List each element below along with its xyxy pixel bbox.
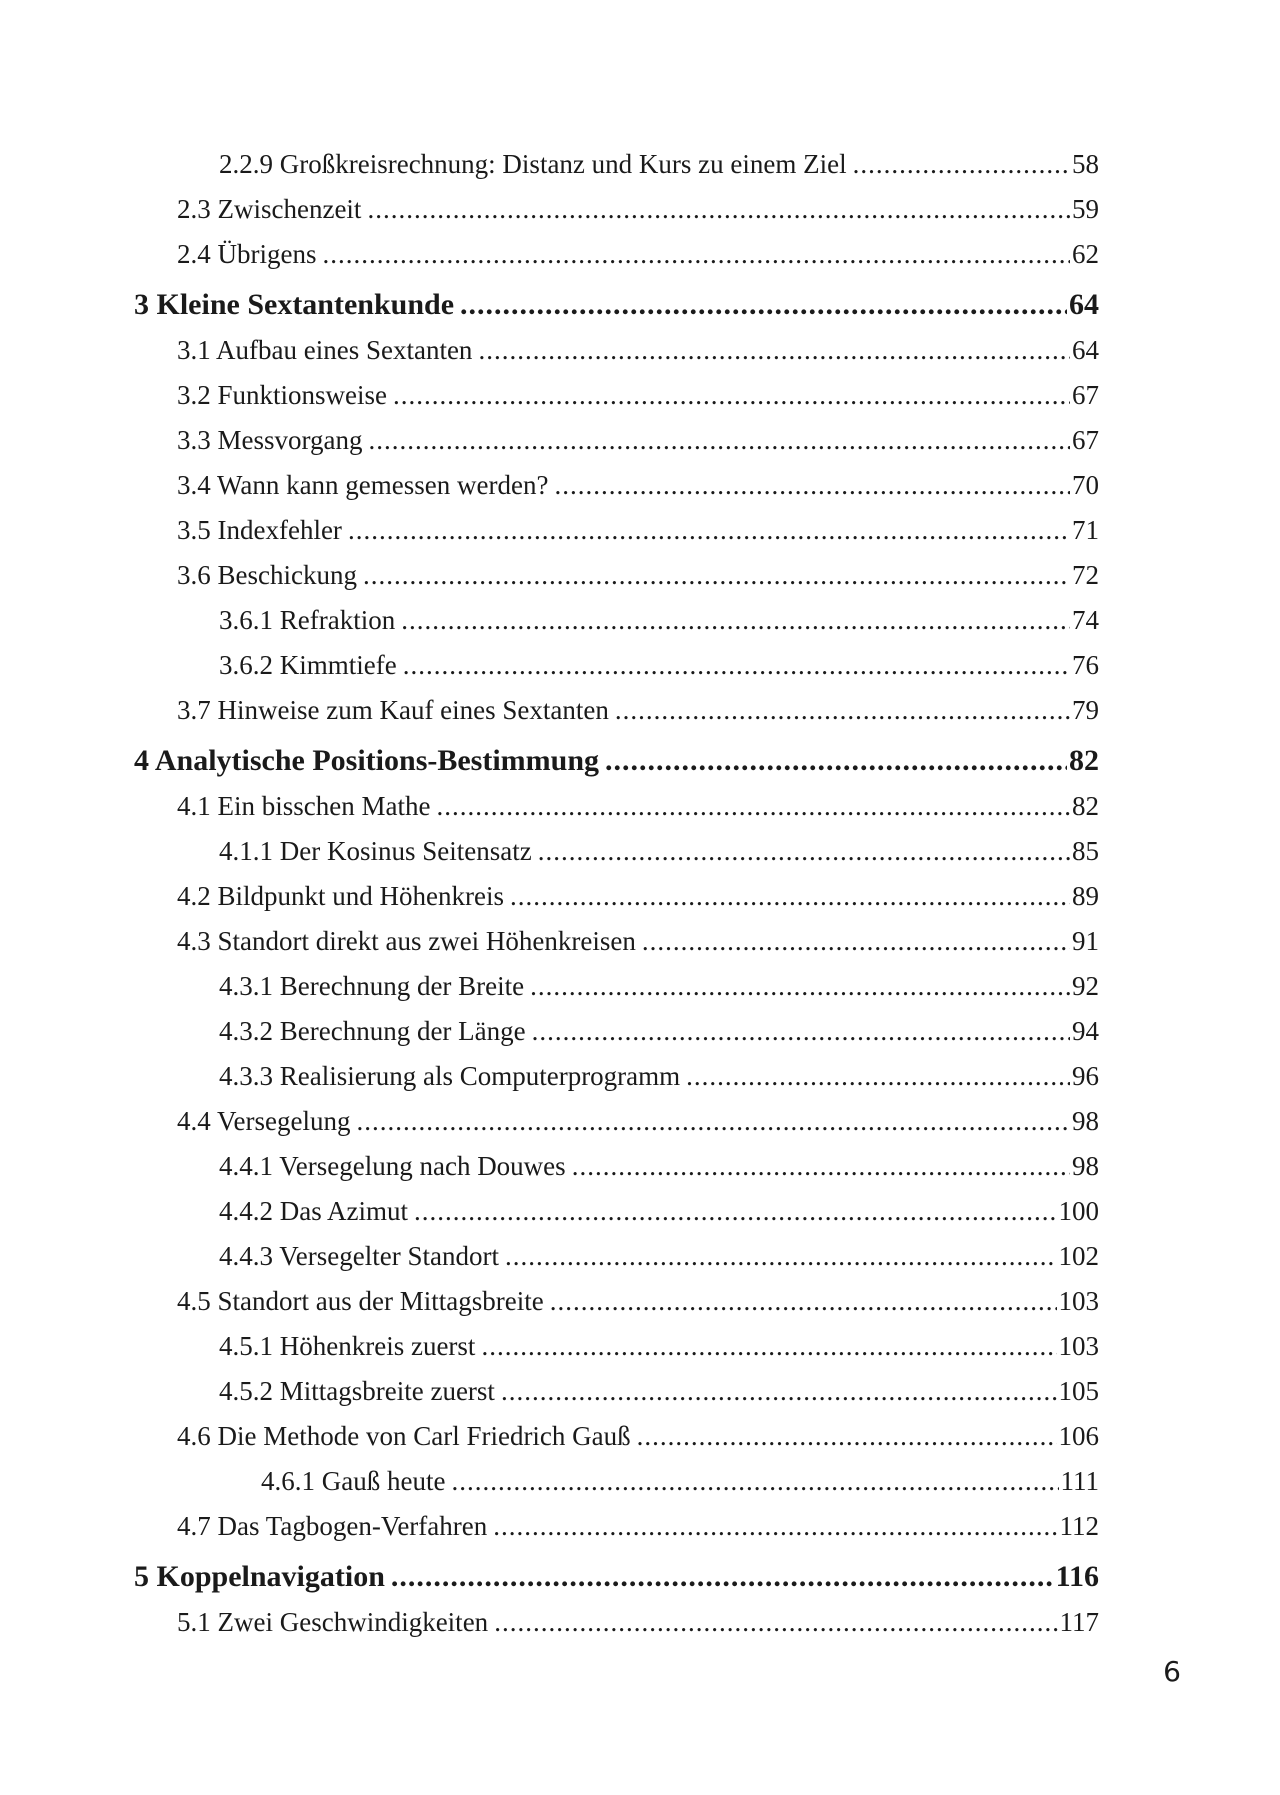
toc-entry-label: 3.2 Funktionsweise <box>177 380 388 410</box>
toc-entry-label: 4.6 Die Methode von Carl Friedrich Gauß <box>177 1421 631 1451</box>
toc-entry-label: 4.4.1 Versegelung nach Douwes <box>219 1151 566 1181</box>
toc-entry[interactable] <box>0 829 1280 874</box>
toc-entry[interactable] <box>0 1009 1280 1054</box>
toc-dot-leader <box>853 142 1070 187</box>
toc-entry[interactable] <box>0 919 1280 964</box>
toc-entry-label: 4.6.1 Gauß heute <box>261 1466 446 1496</box>
toc-dot-leader <box>322 232 1070 277</box>
toc-dot-leader <box>510 874 1070 919</box>
toc-dot-leader <box>436 784 1070 829</box>
toc-dot-leader <box>478 328 1070 373</box>
toc-chapter-entry[interactable] <box>0 737 1280 784</box>
toc-entry[interactable] <box>0 643 1280 688</box>
toc-entry-label: 3.4 Wann kann gemessen werden? <box>177 470 549 500</box>
toc-entry[interactable] <box>0 1459 1280 1504</box>
toc-entry-page: 76 <box>1072 650 1099 680</box>
toc-entry-label: 3.6 Beschickung <box>177 560 357 590</box>
toc-dot-leader <box>363 553 1070 598</box>
toc-entry[interactable] <box>0 328 1280 373</box>
toc-entry-label: 4.1 Ein bisschen Mathe <box>177 791 431 821</box>
toc-entry[interactable] <box>0 598 1280 643</box>
toc-entry[interactable] <box>0 187 1280 232</box>
toc-entry-label: 4.4.3 Versegelter Standort <box>219 1241 499 1271</box>
toc-entry-label: 3 Kleine Sextantenkunde <box>134 288 455 321</box>
toc-dot-leader <box>554 463 1070 508</box>
toc-entry-page: 92 <box>1072 971 1099 1001</box>
toc-entry-page: 67 <box>1072 380 1099 410</box>
toc-entry-label: 4.7 Das Tagbogen-Verfahren <box>177 1511 488 1541</box>
toc-entry[interactable] <box>0 1099 1280 1144</box>
toc-entry-label: 4.5 Standort aus der Mittagsbreite <box>177 1286 544 1316</box>
toc-entry-label: 3.3 Messvorgang <box>177 425 363 455</box>
toc-entry[interactable] <box>0 1324 1280 1369</box>
toc-chapter-entry[interactable] <box>0 281 1280 328</box>
toc-dot-leader <box>493 1504 1057 1549</box>
toc-entry-page: 59 <box>1072 194 1099 224</box>
toc-entry-label: 4.4.2 Das Azimut <box>219 1196 408 1226</box>
toc-entry-page: 98 <box>1072 1106 1099 1136</box>
toc-entry-label: 4.3.1 Berechnung der Breite <box>219 971 525 1001</box>
toc-entry-label: 4.3.2 Berechnung der Länge <box>219 1016 526 1046</box>
toc-entry-page: 103 <box>1058 1331 1099 1361</box>
toc-entry-page: 103 <box>1058 1286 1099 1316</box>
toc-entry[interactable] <box>0 373 1280 418</box>
toc-entry-label: 2.3 Zwischenzeit <box>177 194 362 224</box>
toc-dot-leader <box>348 508 1070 553</box>
toc-entry-label: 4.5.1 Höhenkreis zuerst <box>219 1331 476 1361</box>
toc-entry-page: 100 <box>1058 1196 1099 1226</box>
toc-entry-page: 106 <box>1058 1421 1099 1451</box>
toc-entry-label: 3.6.1 Refraktion <box>219 605 396 635</box>
toc-entry[interactable] <box>0 1234 1280 1279</box>
toc-entry-page: 62 <box>1072 239 1099 269</box>
toc-entry-label: 3.5 Indexfehler <box>177 515 342 545</box>
toc-dot-leader <box>572 1144 1070 1189</box>
toc-entry-label: 3.1 Aufbau eines Sextanten <box>177 335 473 365</box>
toc-entry-page: 74 <box>1072 605 1099 635</box>
toc-entry[interactable] <box>0 232 1280 277</box>
toc-entry-label: 4.3.3 Realisierung als Computerprogramm <box>219 1061 681 1091</box>
toc-entry-page: 72 <box>1072 560 1099 590</box>
toc-entry-label: 4.4 Versegelung <box>177 1106 351 1136</box>
toc-dot-leader <box>550 1279 1057 1324</box>
toc-entry-page: 98 <box>1072 1151 1099 1181</box>
toc-entry-label: 4.5.2 Mittagsbreite zuerst <box>219 1376 495 1406</box>
toc-entry[interactable] <box>0 1369 1280 1414</box>
toc-entry[interactable] <box>0 964 1280 1009</box>
toc-entry-page: 64 <box>1069 288 1099 321</box>
toc-entry-page: 91 <box>1072 926 1099 956</box>
toc-entry-page: 117 <box>1059 1607 1099 1637</box>
toc-entry-page: 82 <box>1072 791 1099 821</box>
toc-entry-page: 85 <box>1072 836 1099 866</box>
toc-dot-leader <box>414 1189 1057 1234</box>
toc-entry-page: 79 <box>1072 695 1099 725</box>
toc-entry-page: 96 <box>1072 1061 1099 1091</box>
toc-entry-label: 4.1.1 Der Kosinus Seitensatz <box>219 836 532 866</box>
toc-entry[interactable] <box>0 874 1280 919</box>
toc-entry[interactable] <box>0 688 1280 733</box>
toc-entry-page: 70 <box>1072 470 1099 500</box>
toc-entry-label: 2.2.9 Großkreisrechnung: Distanz und Kurs zu einem Ziel <box>219 149 847 179</box>
toc-entry-label: 5 Koppelnavigation <box>134 1560 385 1593</box>
toc-entry[interactable] <box>0 508 1280 553</box>
toc-entry[interactable] <box>0 1414 1280 1459</box>
toc-dot-leader <box>532 1009 1070 1054</box>
toc-entry[interactable] <box>0 784 1280 829</box>
toc-dot-leader <box>391 1553 1054 1600</box>
toc-entry-page: 94 <box>1072 1016 1099 1046</box>
page-number: 6 <box>1163 1655 1181 1688</box>
toc-dot-leader <box>605 737 1067 784</box>
toc-entry[interactable] <box>0 142 1280 187</box>
toc-entry[interactable] <box>0 463 1280 508</box>
toc-dot-leader <box>686 1054 1070 1099</box>
toc-entry[interactable] <box>0 1504 1280 1549</box>
toc-entry-label: 4 Analytische Positions-Bestimmung <box>134 744 600 777</box>
toc-dot-leader <box>494 1600 1057 1645</box>
toc-dot-leader <box>481 1324 1056 1369</box>
toc-entry-label: 5.1 Zwei Geschwindigkeiten <box>177 1607 489 1637</box>
toc-dot-leader <box>505 1234 1057 1279</box>
toc-entry-page: 64 <box>1072 335 1099 365</box>
table-of-contents <box>0 142 1280 1645</box>
toc-entry-page: 105 <box>1058 1376 1099 1406</box>
toc-entry-page: 82 <box>1069 744 1099 777</box>
toc-entry-page: 112 <box>1059 1511 1099 1541</box>
toc-entry-page: 71 <box>1072 515 1099 545</box>
toc-dot-leader <box>369 418 1071 463</box>
toc-entry[interactable] <box>0 1600 1280 1645</box>
toc-dot-leader <box>538 829 1070 874</box>
toc-dot-leader <box>451 1459 1058 1504</box>
toc-entry[interactable] <box>0 1189 1280 1234</box>
toc-entry[interactable] <box>0 418 1280 463</box>
toc-entry-label: 4.3 Standort direkt aus zwei Höhenkreisen <box>177 926 636 956</box>
toc-entry-page: 111 <box>1060 1466 1099 1496</box>
toc-entry-page: 116 <box>1055 1560 1099 1593</box>
toc-entry-page: 89 <box>1072 881 1099 911</box>
toc-entry-label: 3.7 Hinweise zum Kauf eines Sextanten <box>177 695 609 725</box>
toc-dot-leader <box>393 373 1070 418</box>
toc-dot-leader <box>401 598 1070 643</box>
toc-dot-leader <box>460 281 1067 328</box>
toc-entry-page: 58 <box>1072 149 1099 179</box>
toc-entry[interactable] <box>0 1054 1280 1099</box>
toc-dot-leader <box>642 919 1070 964</box>
toc-entry-label: 4.2 Bildpunkt und Höhenkreis <box>177 881 504 911</box>
toc-dot-leader <box>367 187 1070 232</box>
toc-dot-leader <box>403 643 1070 688</box>
toc-dot-leader <box>501 1369 1057 1414</box>
toc-entry[interactable] <box>0 1144 1280 1189</box>
toc-chapter-entry[interactable] <box>0 1553 1280 1600</box>
toc-dot-leader <box>615 688 1070 733</box>
toc-entry[interactable] <box>0 1279 1280 1324</box>
toc-dot-leader <box>530 964 1070 1009</box>
toc-entry-page: 102 <box>1058 1241 1099 1271</box>
toc-dot-leader <box>356 1099 1070 1144</box>
toc-entry-label: 3.6.2 Kimmtiefe <box>219 650 397 680</box>
toc-entry-label: 2.4 Übrigens <box>177 239 317 269</box>
toc-dot-leader <box>637 1414 1057 1459</box>
toc-entry[interactable] <box>0 553 1280 598</box>
toc-entry-page: 67 <box>1072 425 1099 455</box>
